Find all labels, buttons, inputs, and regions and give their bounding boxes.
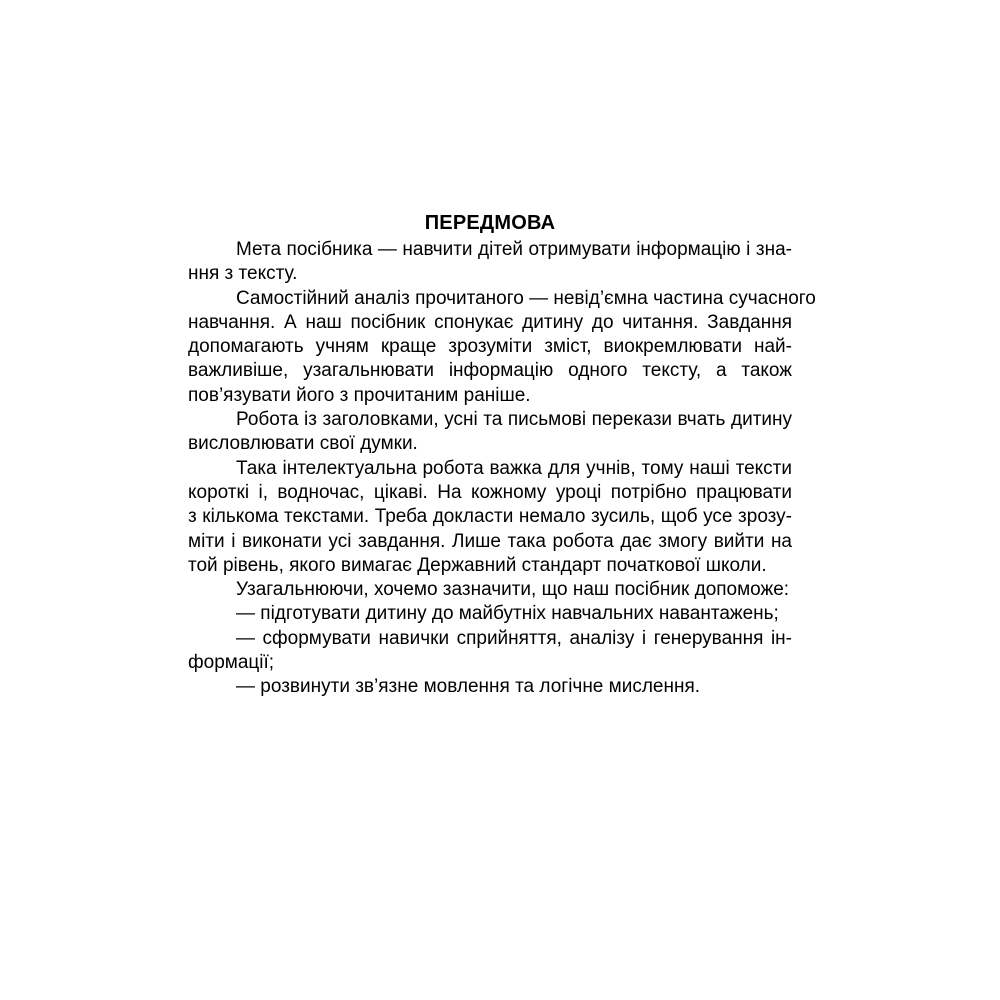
text-line: Робота із заголовками, усні та письмові перекази вчать дитину (236, 409, 792, 431)
text-line: висловлювати свої думки. (188, 433, 418, 455)
text-line: пов’язувати його з прочитаним раніше. (188, 384, 531, 406)
text-line: формації; (188, 652, 275, 674)
text-line: — сформувати навички сприйняття, аналізу і генерування ін- (236, 627, 792, 649)
text-line: — розвинути зв’язне мовлення та логічне мислення. (236, 676, 701, 698)
text-line: навчання. А наш посібник спонукає дитину до читання. Завдання (188, 311, 792, 333)
text-line: — підготувати дитину до майбутніх навчальних навантажень; (236, 603, 779, 625)
text-line: Самостійний аналіз прочитаного — невід’ємна частина сучасного (236, 287, 816, 309)
document-page (188, 208, 816, 700)
list-item-skills (188, 627, 792, 676)
paragraph-summary (188, 578, 792, 602)
text-line: Така інтелектуальна робота важка для учнів, тому наші тексти (236, 457, 792, 479)
text-line: міти і виконати усі завдання. Лише така робота дає змогу вийти на (188, 530, 792, 552)
text-line: Узагальнюючи, хочемо зазначити, що наш посібник допоможе: (236, 579, 790, 601)
text-line: короткі і, водночас, цікаві. На кожному уроці потрібно працювати (188, 481, 792, 503)
paragraph-headings (188, 408, 792, 457)
paragraph-intellectual-work (188, 457, 792, 578)
text-line: з кількома текстами. Треба докласти немало зусиль, щоб усе зрозу- (188, 506, 792, 528)
text-line: важливіше, узагальнювати інформацію одного тексту, а також (188, 360, 792, 382)
paragraph-analysis (188, 287, 816, 408)
text-line: той рівень, якого вимагає Державний стандарт початкової школи. (188, 554, 767, 576)
list-item-speech (188, 675, 792, 699)
text-line: ння з тексту. (188, 263, 298, 285)
paragraph-goal (188, 238, 792, 287)
page-title: ПЕРЕДМОВА (424, 212, 556, 234)
text-line: допомагають учням краще зрозуміти зміст, виокремлювати най- (188, 336, 792, 358)
list-item-prepare (188, 602, 792, 626)
text-line: Мета посібника — навчити дітей отримувати інформацію і зна- (236, 239, 792, 260)
